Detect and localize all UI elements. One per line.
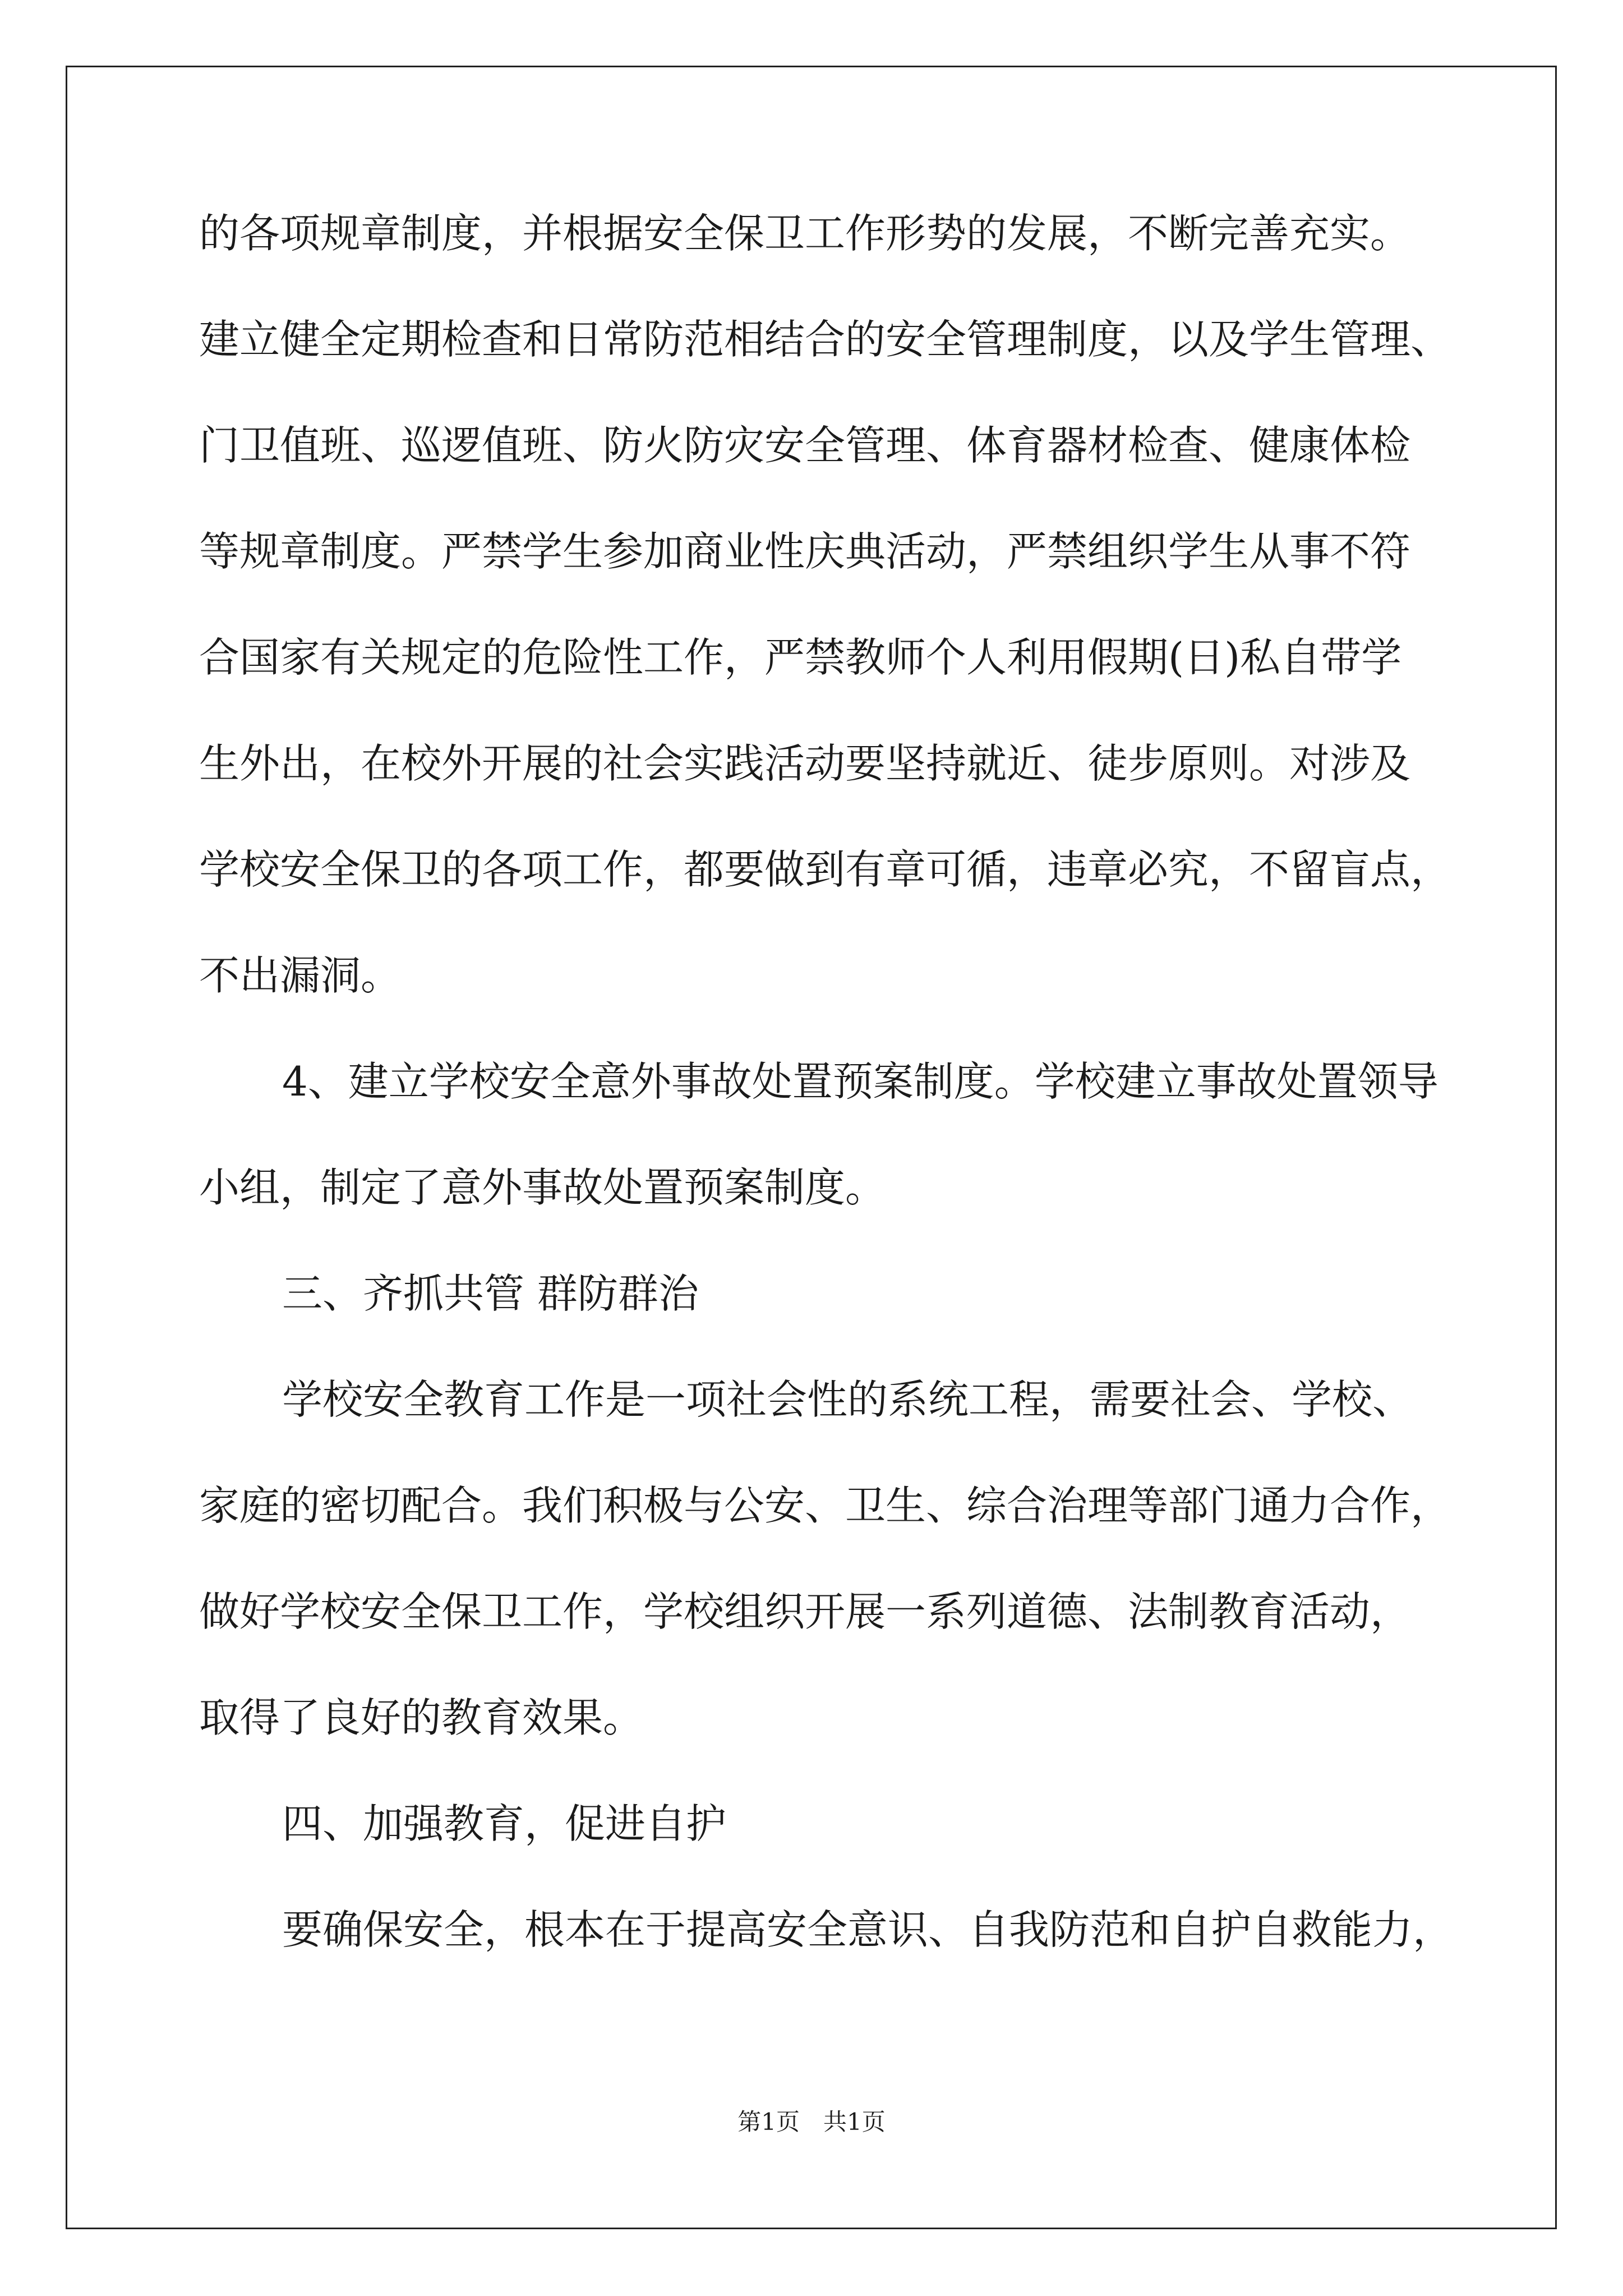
text-line: 建立健全定期检查和日常防范相结合的安全管理制度，以及学生管理、 (199, 316, 1451, 363)
text-line: 不出漏洞。 (199, 952, 402, 999)
document-body (199, 210, 1483, 2016)
text-line: 取得了良好的教育效果。 (199, 1694, 644, 1741)
text-line: 门卫值班、巡逻值班、防火防灾安全管理、体育器材检查、健康体检 (199, 422, 1411, 469)
section-heading: 三、齐抓共管 群防群治 (282, 1270, 699, 1317)
text-line: 家庭的密切配合。我们积极与公安、卫生、综合治理等部门通力合作， (199, 1482, 1451, 1529)
page-number-footer: 第1页 共1页 (737, 2108, 886, 2136)
text-line: 的各项规章制度，并根据安全保卫工作形势的发展，不断完善充实。 (199, 210, 1411, 257)
text-line: 等规章制度。严禁学生参加商业性庆典活动，严禁组织学生从事不符 (199, 528, 1411, 575)
text-line: 4、建立学校安全意外事故处置预案制度。学校建立事故处置领导 (282, 1058, 1438, 1105)
text-line: 要确保安全，根本在于提高安全意识、自我防范和自护自救能力， (282, 1906, 1454, 1953)
text-line: 合国家有关规定的危险性工作，严禁教师个人利用假期(日)私自带学 (199, 634, 1402, 681)
text-line: 小组，制定了意外事故处置预案制度。 (199, 1164, 886, 1211)
text-line: 学校安全教育工作是一项社会性的系统工程，需要社会、学校、 (282, 1376, 1413, 1423)
section-heading: 四、加强教育，促进自护 (282, 1800, 727, 1847)
text-line: 生外出，在校外开展的社会实践活动要坚持就近、徒步原则。对涉及 (199, 740, 1411, 787)
text-line: 学校安全保卫的各项工作，都要做到有章可循，违章必究，不留盲点， (199, 846, 1451, 893)
text-line: 做好学校安全保卫工作，学校组织开展一系列道德、法制教育活动， (199, 1588, 1411, 1635)
